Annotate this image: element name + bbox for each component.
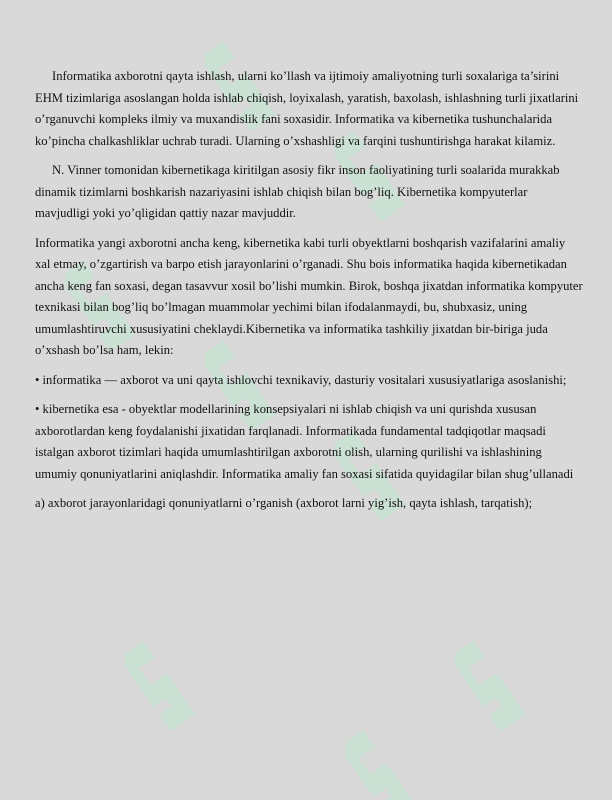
watermark-logo xyxy=(125,630,195,750)
bullet-item: • informatika — axborot va uni qayta ishlovchi texnikaviy, dasturiy vositalari xususiyatlariga asoslanishi; xyxy=(35,372,567,387)
watermark-logo xyxy=(455,630,525,750)
paragraph: Informatika yangi axborotni ancha keng, kibernetika kabi turli obyektlarni boshqarish vazifalarini amaliy xal etmay, o’zgartirish va barpo etish jarayonlarini o’rganadi. Shu bois informatika haqida kibernetikadan ancha keng fan soxasi, degan tasavvur xosil bo’lishi mumkin. Birok, boshqa jixatdan informatika kompyuter texnikasi bilan bog’liq bo’lmagan muammolar yechimi bilan ifodalanmaydi, bu, shubxasiz, uning umumlashtiruvchi xususiyatini cheklaydi.Kibernetika va informatika tashkiliy jixatdan bir-biriga juda o’xshash bo’lsa ham, lekin: xyxy=(35,235,583,357)
bullet-item: • kibernetika esa - obyektlar modellarining konsepsiyalari ni ishlab chiqish va uni qurishda xususan axborotlardan keng foydalanishi jixatidan farqlanadi. Informatikada fundamental tadqiqotlar maqsadi istalgan axborot tizimlari haqida umumlashtirilgan axborotni olish, ularning qurilishi va ishlashining umumiy qonuniyatlarini aniqlashdir. Informatika amaliy fan soxasi sifatida quyidagilar bilan shug’ullanadi xyxy=(35,402,574,481)
watermark-logo xyxy=(345,720,415,800)
document-body xyxy=(35,66,583,523)
paragraph: Informatika axborotni qayta ishlash, ularni ko’llash va ijtimoiy amaliyotning turli soxalariga ta’sirini EHM tizimlariga asoslangan holda ishlab chiqish, loyixalash, yaratish, baxolash, ishlashning turli jixatlarini o’rganuvchi kompleks ilmiy va muxandislik fani soxasidir. Informatika va kibernetika tushunchalarida ko’pincha chalkashliklar uchrab turadi. Ularning o’xshashligi va farqini tushuntirishga harakat kilamiz. xyxy=(35,69,579,148)
list-item: a) axborot jarayonlaridagi qonuniyatlarni o’rganish (axborot larni yig’ish, qayta ishlash, tarqatish); xyxy=(35,496,533,510)
paragraph: N. Vinner tomonidan kibernetikaga kiritilgan asosiy fikr inson faoliyatining turli soalarida murakkab dinamik tizimlarni boshkarish nazariyasini ishlab chiqish bilan bog’liq. Kibernetika kompyuterlar mavjudligi yoki yo’qligidan qattiy nazar mavjuddir. xyxy=(35,163,560,220)
